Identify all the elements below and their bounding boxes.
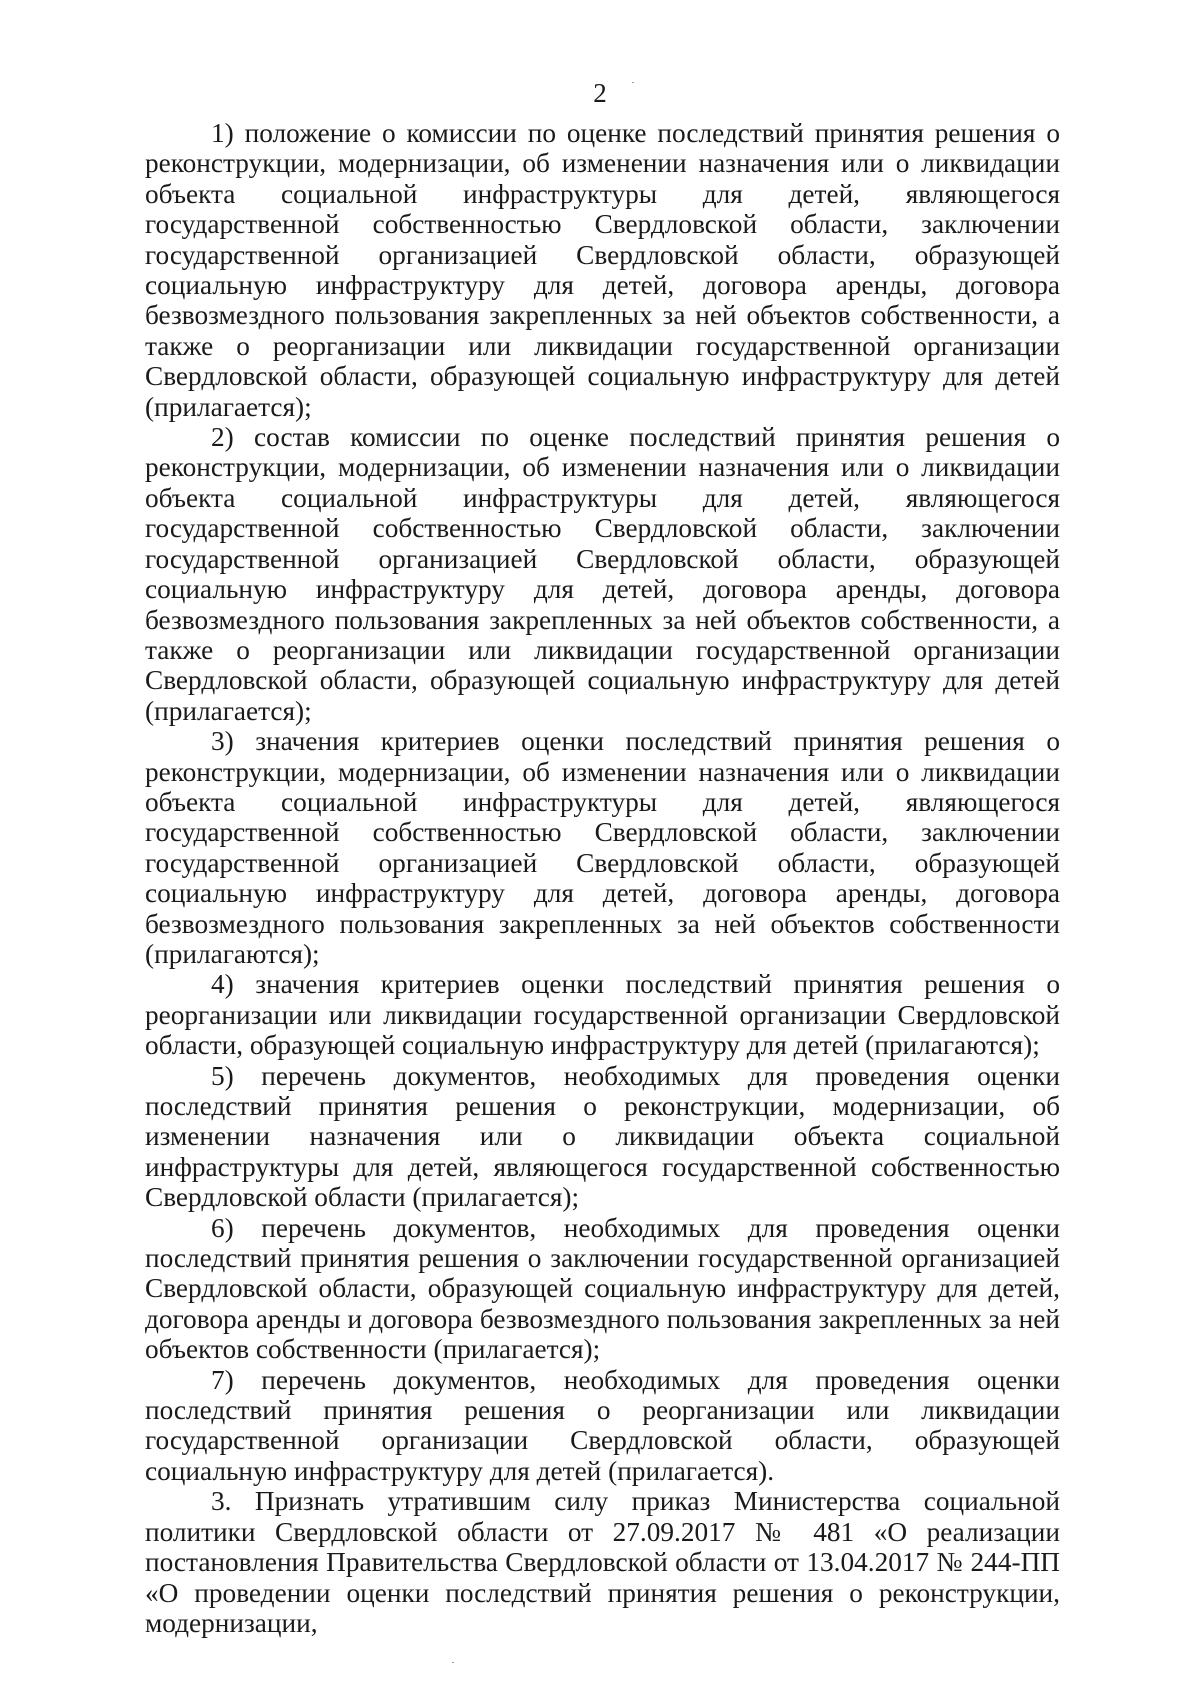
scan-speck bbox=[632, 82, 634, 83]
page-number: 2 bbox=[593, 78, 607, 108]
list-item-1: 1) положение о комиссии по оценке последствий принятия решения о реконструкции, модернизации, об изменении назначения или о ликвидации объекта социальной инфраструктуры для детей, являющегося государственной собственностью Свердловской области, заключении государственной организацией Свердловской области, образующей социальную инфраструктуру для детей, договора аренды, договора безвозмездного пользования закрепленных за ней объектов собственности, а также о реорганизации или ликвидации государственной организации Свердловской области, образующей социальную инфраструктуру для детей (прилагается); bbox=[145, 118, 1060, 422]
list-item-2: 2) состав комиссии по оценке последствий принятия решения о реконструкции, модернизации, об изменении назначения или о ликвидации объекта социальной инфраструктуры для детей, являющегося государственной собственностью Свердловской области, заключении государственной организацией Свердловской области, образующей социальную инфраструктуру для детей, договора аренды, договора безвозмездного пользования закрепленных за ней объектов собственности, а также о реорганизации или ликвидации государственной организации Свердловской области, образующей социальную инфраструктуру для детей (прилагается); bbox=[145, 422, 1060, 726]
list-item-7: 7) перечень документов, необходимых для проведения оценки последствий принятия решения о реорганизации или ликвидации государственной организации Свердловской области, образующей социальную инфраструктуру для детей (прилагается). bbox=[145, 1364, 1060, 1486]
list-item-4: 4) значения критериев оценки последствий принятия решения о реорганизации или ликвидации государственной организации Свердловской области, образующей социальную инфраструктуру для детей (прилагаются); bbox=[145, 969, 1060, 1061]
scan-speck bbox=[452, 1662, 454, 1663]
list-item-3: 3) значения критериев оценки последствий принятия решения о реконструкции, модернизации, об изменении назначения или о ликвидации объекта социальной инфраструктуры для детей, являющегося государственной собственностью Свердловской области, заключении государственной организацией Свердловской области, образующей социальную инфраструктуру для детей, договора аренды, договора безвозмездного пользования закрепленных за ней объектов собственности (прилагаются); bbox=[145, 726, 1060, 969]
clause-3: 3. Признать утратившим силу приказ Министерства социальной политики Свердловской области от 27.09.2017 № 481 «О реализации постановления Правительства Свердловской области от 13.04.2017 № 244-ПП «О проведении оценки последствий принятия решения о реконструкции, модернизации, bbox=[145, 1486, 1060, 1638]
document-body bbox=[145, 118, 1060, 1638]
list-item-6: 6) перечень документов, необходимых для проведения оценки последствий принятия решения о заключении государственной организацией Свердловской области, образующей социальную инфраструктуру для детей, договора аренды и договора безвозмездного пользования закрепленных за ней объектов собственности (прилагается); bbox=[145, 1212, 1060, 1365]
list-item-5: 5) перечень документов, необходимых для проведения оценки последствий принятия решения о реконструкции, модернизации, об изменении назначения или о ликвидации объекта социальной инфраструктуры для детей, являющегося государственной собственностью Свердловской области (прилагается); bbox=[145, 1060, 1060, 1213]
